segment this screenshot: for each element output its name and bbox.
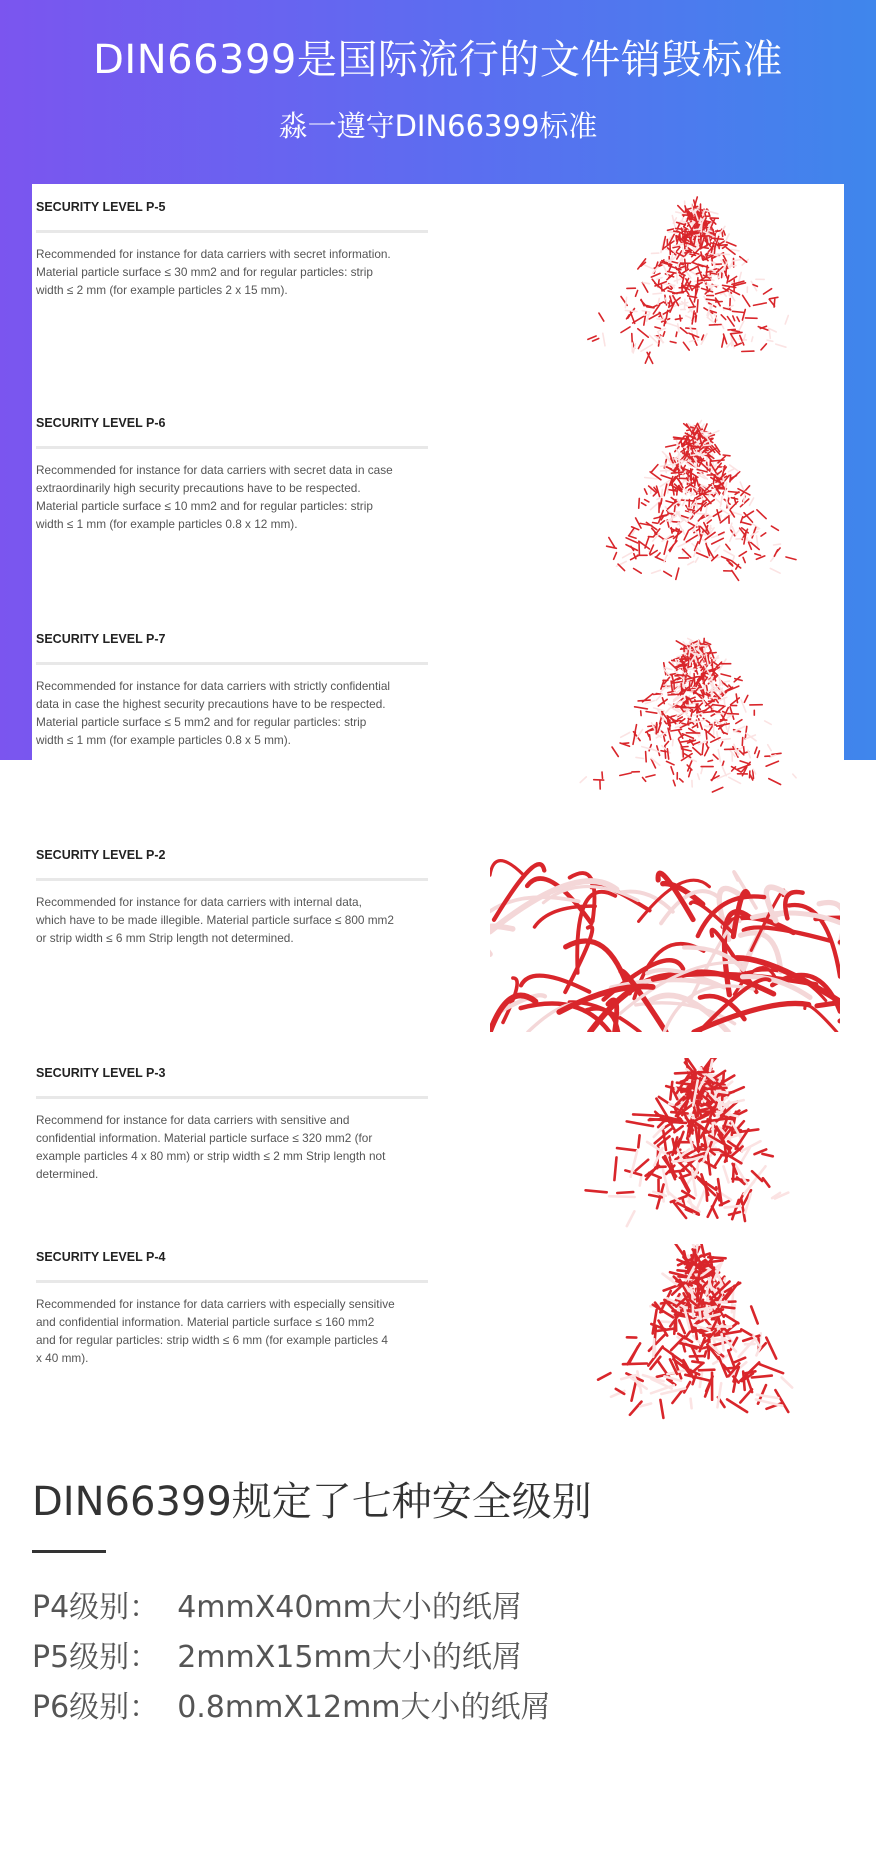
- spec-row-p6: [32, 1682, 551, 1726]
- summary-heading: DIN66399规定了七种安全级别: [32, 1479, 592, 1525]
- level-description: Recommended for instance for data carriers with internal data, which have to be made illegible. Material particle surface ≤ 800 mm2 or strip width ≤ 6 mm Strip length not determined.: [36, 895, 394, 945]
- spec-row-p5: [32, 1632, 522, 1676]
- level-title: SECURITY LEVEL P-7: [36, 632, 166, 646]
- level-description: Recommended for instance for data carriers with strictly confidential data in case the highest security precautions have to be respected. Material particle surface ≤ 5 mm2 and for regular particles: strip width ≤ 1 mm (for example particles 0.8 x 5 mm).: [36, 679, 391, 747]
- page-title: DIN66399是国际流行的文件销毁标准: [93, 37, 783, 83]
- level-description: Recommended for instance for data carriers with especially sensitive and confidential information. Material particle surface ≤ 160 mm2 and for regular particles: strip width ≤ 6 mm (for example particles 4 x 40 mm).: [36, 1297, 395, 1365]
- security-level-p5: [36, 200, 436, 299]
- shred-pile-p7-image: [556, 630, 836, 800]
- security-level-p2: [36, 848, 436, 947]
- level-divider: [36, 662, 428, 665]
- level-description: Recommended for instance for data carriers with secret information. Material particle surface ≤ 30 mm2 and for regular particles: strip width ≤ 2 mm (for example particles 2 x 15 mm).: [36, 247, 391, 297]
- level-description: Recommend for instance for data carriers with sensitive and confidential information. Material particle surface ≤ 320 mm2 (for example particles 4 x 80 mm) or strip width ≤ 2 mm Strip length not determined.: [36, 1113, 386, 1181]
- level-title: SECURITY LEVEL P-2: [36, 848, 166, 862]
- security-level-p4: [36, 1250, 436, 1367]
- page-subtitle: 淼一遵守DIN66399标准: [278, 109, 598, 143]
- shred-pile-p3-image: [560, 1058, 840, 1228]
- level-title: SECURITY LEVEL P-5: [36, 200, 166, 214]
- spec-label: P4级别：: [32, 1590, 160, 1625]
- level-divider: [36, 1280, 428, 1283]
- level-divider: [36, 230, 428, 233]
- level-title: SECURITY LEVEL P-6: [36, 416, 166, 430]
- security-level-p6: [36, 416, 436, 533]
- shred-pile-p5-image: [552, 196, 842, 366]
- level-description: Recommended for instance for data carriers with secret data in case extraordinarily high security precautions have to be respected. Material particle surface ≤ 10 mm2 and for regular particles: strip width ≤ 1 mm (for example particles 0.8 x 12 mm).: [36, 463, 393, 531]
- level-title: SECURITY LEVEL P-3: [36, 1066, 166, 1080]
- spec-value: 0.8mmX12mm大小的纸屑: [177, 1690, 551, 1725]
- spec-row-p4: [32, 1582, 522, 1626]
- spec-label: P5级别：: [32, 1640, 160, 1675]
- security-level-p7: [36, 632, 436, 749]
- security-level-p3: [36, 1066, 436, 1183]
- level-divider: [36, 446, 428, 449]
- shred-pile-p6-image: [556, 416, 836, 586]
- level-divider: [36, 878, 428, 881]
- spec-value: 2mmX15mm大小的纸屑: [177, 1640, 522, 1675]
- level-divider: [36, 1096, 428, 1099]
- level-title: SECURITY LEVEL P-4: [36, 1250, 166, 1264]
- shred-strips-p2-image: [490, 846, 840, 1032]
- summary-divider: [32, 1550, 106, 1553]
- shred-pile-p4-image: [560, 1244, 840, 1422]
- spec-label: P6级别：: [32, 1690, 160, 1725]
- spec-value: 4mmX40mm大小的纸屑: [177, 1590, 522, 1625]
